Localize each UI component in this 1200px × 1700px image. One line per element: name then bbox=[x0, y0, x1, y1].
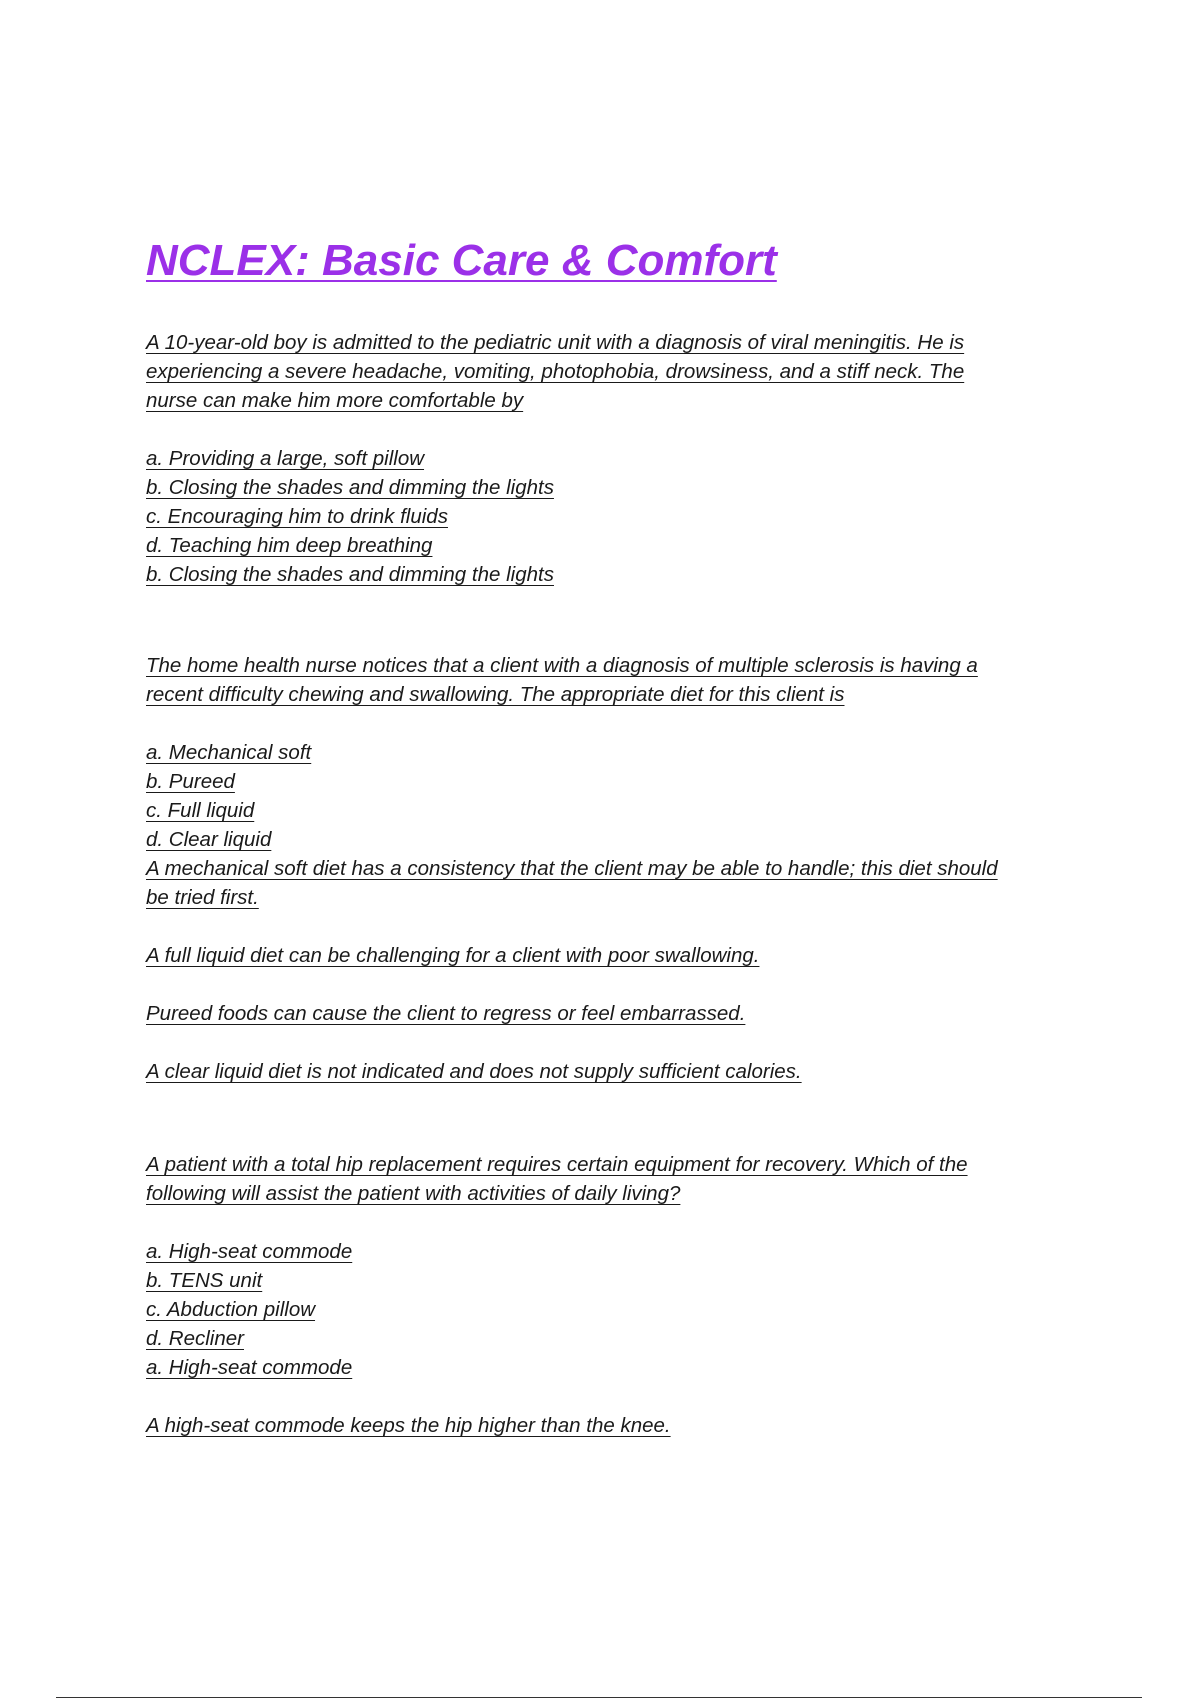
option-b: b. Closing the shades and dimming the lights bbox=[146, 476, 554, 499]
rationale: Pureed foods can cause the client to regress or feel embarrassed. bbox=[146, 1002, 746, 1025]
question-2 bbox=[146, 651, 1076, 1086]
question-1 bbox=[146, 328, 1076, 589]
option-b: b. Pureed bbox=[146, 770, 235, 793]
option-d: d. Clear liquid bbox=[146, 828, 272, 851]
option-c: c. Abduction pillow bbox=[146, 1298, 316, 1321]
answer: a. High-seat commode bbox=[146, 1356, 353, 1379]
answer-line: be tried first. bbox=[146, 886, 259, 909]
question-3 bbox=[146, 1150, 1076, 1440]
option-d: d. Recliner bbox=[146, 1327, 244, 1350]
option-a: a. High-seat commode bbox=[146, 1240, 353, 1263]
rationale: A clear liquid diet is not indicated and does not supply sufficient calories. bbox=[146, 1060, 802, 1083]
answer: b. Closing the shades and dimming the lights bbox=[146, 563, 554, 586]
question-stem-line: The home health nurse notices that a client with a diagnosis of multiple sclerosis is having a bbox=[146, 654, 978, 677]
option-c: c. Encouraging him to drink fluids bbox=[146, 505, 448, 528]
rationale: A full liquid diet can be challenging for a client with poor swallowing. bbox=[146, 944, 760, 967]
question-stem-line: A patient with a total hip replacement requires certain equipment for recovery. Which of the bbox=[146, 1153, 968, 1176]
rationale: A high-seat commode keeps the hip higher than the knee. bbox=[146, 1414, 671, 1437]
question-stem-line: experiencing a severe headache, vomiting, photophobia, drowsiness, and a stiff neck. The bbox=[146, 360, 965, 383]
option-d: d. Teaching him deep breathing bbox=[146, 534, 433, 557]
question-stem-line: recent difficulty chewing and swallowing. The appropriate diet for this client is bbox=[146, 683, 845, 706]
option-b: b. TENS unit bbox=[146, 1269, 263, 1292]
question-stem-line: nurse can make him more comfortable by bbox=[146, 389, 524, 412]
footer-divider bbox=[56, 1697, 1142, 1698]
option-a: a. Providing a large, soft pillow bbox=[146, 447, 425, 470]
option-c: c. Full liquid bbox=[146, 799, 255, 822]
question-stem-line: following will assist the patient with activities of daily living? bbox=[146, 1182, 681, 1205]
page-title: NCLEX: Basic Care & Comfort bbox=[146, 236, 777, 285]
answer-line: A mechanical soft diet has a consistency that the client may be able to handle; this diet should bbox=[146, 857, 998, 880]
question-stem-line: A 10-year-old boy is admitted to the pediatric unit with a diagnosis of viral meningitis. He is bbox=[146, 331, 965, 354]
option-a: a. Mechanical soft bbox=[146, 741, 312, 764]
